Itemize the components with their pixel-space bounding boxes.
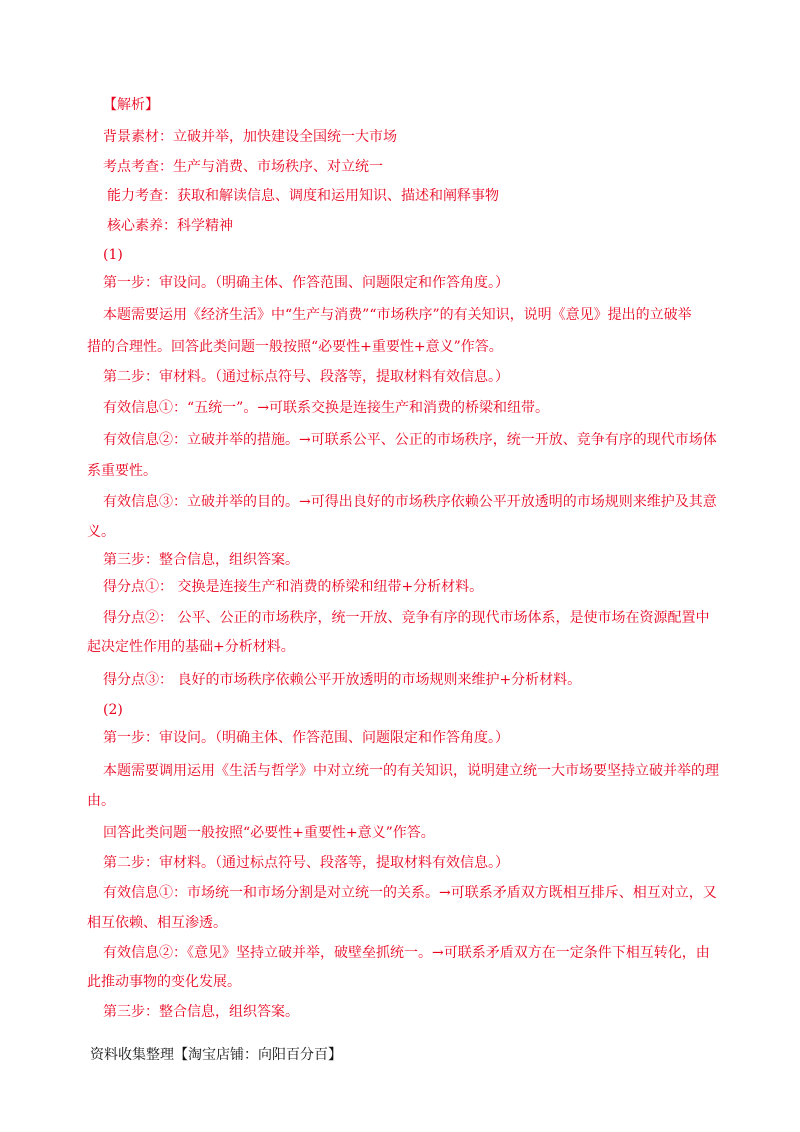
question-number-2: (2) <box>103 702 123 718</box>
q2-info-2-cont: 此推动事物的变化发展。 <box>87 974 241 990</box>
q1-point-2: 得分点②： 公平、公正的市场秩序，统一开放、竞争有序的现代市场体系，是使市场在资源配置中 <box>103 610 710 626</box>
q2-step-2: 第二步：审材料。（通过标点符号、段落等，提取材料有效信息。） <box>103 855 509 871</box>
q1-info-3: 有效信息③：立破并举的目的。→可得出良好的市场秩序依赖公平开放透明的市场规则来维护及其意 <box>103 494 717 510</box>
q1-info-2: 有效信息②：立破并举的措施。→可联系公平、公正的市场秩序，统一开放、竞争有序的现代市场体 <box>103 432 717 448</box>
q1-info-3-cont: 义。 <box>87 524 115 540</box>
q1-step-1: 第一步：审设问。（明确主体、作答范围、问题限定和作答角度。） <box>103 275 509 291</box>
q1-step-2: 第二步：审材料。（通过标点符号、段落等，提取材料有效信息。） <box>103 369 509 385</box>
q2-step-3: 第三步：整合信息，组织答案。 <box>103 1004 299 1020</box>
q1-info-1: 有效信息①：“五统一”。→可联系交换是连接生产和消费的桥梁和纽带。 <box>103 400 550 416</box>
q1-info-2-cont: 系重要性。 <box>87 463 157 479</box>
q2-requirement: 本题需要调用运用《生活与哲学》中对立统一的有关知识，说明建立统一大市场要坚持立破并举的理 <box>103 763 719 779</box>
core-literacy: 核心素养：科学精神 <box>107 218 233 234</box>
q1-step-3: 第三步：整合信息，组织答案。 <box>103 552 299 568</box>
background-material: 背景素材：立破并举，加快建设全国统一大市场 <box>103 129 397 145</box>
q1-point-2-cont: 起决定性作用的基础+分析材料。 <box>87 639 295 655</box>
exam-points: 考点考查：生产与消费、市场秩序、对立统一 <box>103 159 383 175</box>
ability-check: 能力考查：获取和解读信息、调度和运用知识、描述和阐释事物 <box>107 188 499 204</box>
q2-info-2: 有效信息②：《意见》坚持立破并举，破壁垒抓统一。→可联系矛盾双方在一定条件下相互转化，由 <box>103 945 710 961</box>
q2-info-1-cont: 相互依赖、相互渗透。 <box>87 915 227 931</box>
section-heading: 【解析】 <box>103 97 159 113</box>
q2-info-1: 有效信息①：市场统一和市场分割是对立统一的关系。→可联系矛盾双方既相互排斥、相互对立，又 <box>103 885 717 901</box>
question-number-1: (1) <box>103 247 123 263</box>
q1-requirement: 本题需要运用《经济生活》中“生产与消费”“市场秩序”的有关知识，说明《意见》提出的立破举 <box>103 307 692 323</box>
q1-point-1: 得分点①： 交换是连接生产和消费的桥梁和纽带+分析材料。 <box>103 579 484 595</box>
q2-requirement-cont: 由。 <box>87 793 115 809</box>
q1-requirement-cont: 措的合理性。回答此类问题一般按照“必要性+重要性+意义”作答。 <box>87 339 503 355</box>
q1-point-3: 得分点③： 良好的市场秩序依赖公平开放透明的市场规则来维护+分析材料。 <box>103 672 582 688</box>
page-footer: 资料收集整理【淘宝店铺：向阳百分百】 <box>90 1047 342 1063</box>
q2-answer-format: 回答此类问题一般按照“必要性+重要性+意义”作答。 <box>103 825 435 841</box>
q2-step-1: 第一步：审设问。（明确主体、作答范围、问题限定和作答角度。） <box>103 730 509 746</box>
